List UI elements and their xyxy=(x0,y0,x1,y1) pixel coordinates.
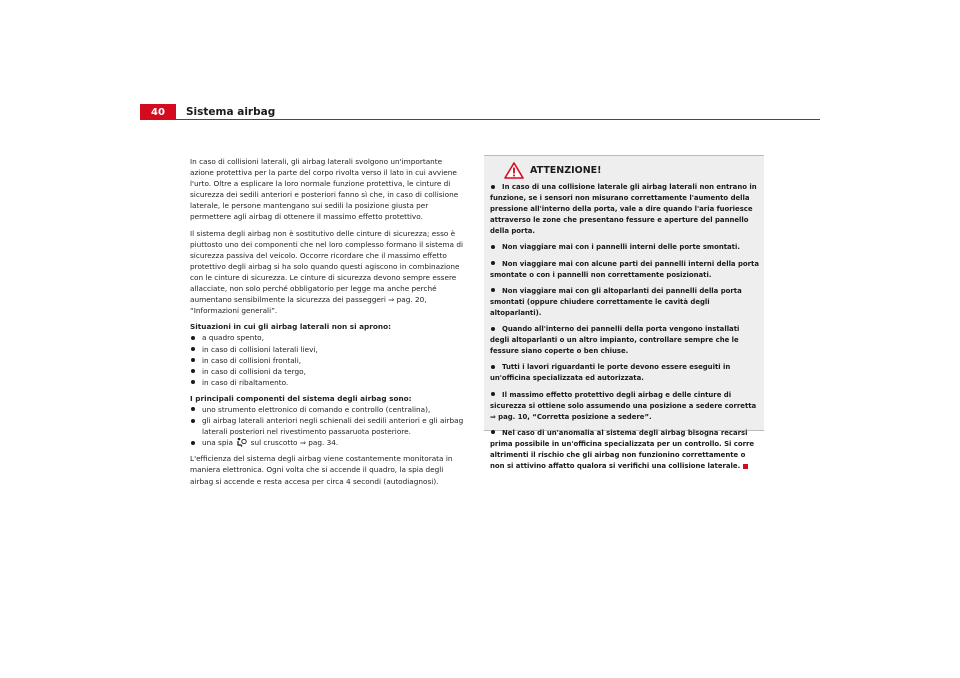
bullet-icon xyxy=(491,261,495,265)
airbag-warning-light-icon xyxy=(236,437,247,447)
bullet-icon xyxy=(491,288,495,292)
warning-item: Quando all'interno dei pannelli della porta vengono installati degli altoparlanti o un altro impianto, controllare sempre che le fessure siano coperte o ben chiuse. xyxy=(490,325,740,356)
list-item: una spia sul cruscotto ⇒ pag. 34. xyxy=(190,437,466,448)
list-not-deploy xyxy=(190,332,466,387)
list-components xyxy=(190,404,466,448)
warning-item: Non viaggiare mai con i pannelli interni delle porte smontati. xyxy=(490,242,760,253)
warning-item: Tutti i lavori riguardanti le porte devono essere eseguiti in un'officina specializzata ed autorizzata. xyxy=(490,363,731,383)
list-item: in caso di collisioni frontali, xyxy=(190,355,466,366)
bullet-icon xyxy=(491,327,495,331)
bullet-icon xyxy=(491,392,495,396)
heading-not-deploy: Situazioni in cui gli airbag laterali non si aprono: xyxy=(190,322,391,332)
warning-item: Il massimo effetto protettivo degli airbag e delle cinture di sicurezza si ottiene solo assumendo una posizione a sedere corretta ⇒ pag. 10, “Corretta posizione a sedere”. xyxy=(490,390,757,421)
bullet-icon xyxy=(191,336,195,340)
bullet-icon xyxy=(191,358,195,362)
warning-title: ATTENZIONE! xyxy=(530,165,602,176)
header-rule xyxy=(140,119,820,120)
bullet-icon xyxy=(491,365,495,369)
bullet-icon xyxy=(191,380,195,384)
list-item: uno strumento elettronico di comando e controllo (centralina), xyxy=(190,404,466,415)
warning-triangle-icon xyxy=(504,162,524,179)
heading-components: I principali componenti del sistema degli airbag sono: xyxy=(190,393,412,403)
list-item: in caso di ribaltamento. xyxy=(190,377,466,388)
list-item: gli airbag laterali anteriori negli schienali dei sedili anteriori e gli airbag laterali posteriori nel rivestimento passaruota posteriore. xyxy=(190,415,466,437)
page-number: 40 xyxy=(140,104,176,120)
warning-item: Non viaggiare mai con gli altoparlanti dei pannelli della porta smontati (oppure chiudere correttamente le cavità degli altoparlanti). xyxy=(490,286,742,317)
bullet-icon xyxy=(191,369,195,373)
bullet-icon xyxy=(191,441,195,445)
list-item: in caso di collisioni laterali lievi, xyxy=(190,344,466,355)
section-title: Sistema airbag xyxy=(186,106,276,118)
end-of-section-icon xyxy=(743,464,748,469)
bullet-icon xyxy=(191,407,195,411)
bullet-icon xyxy=(491,245,495,249)
list-item: in caso di collisioni da tergo, xyxy=(190,366,466,377)
warning-item: In caso di una collisione laterale gli airbag laterali non entrano in funzione, se i sensori non misurano correttamente l'aumento della pressione all'interno della porta, vale a dire quando l'aria fuoriesce attraverso le zone che presentano fessure e aperture del pannello della porta. xyxy=(490,183,757,236)
left-column xyxy=(190,156,466,492)
paragraph-1: In caso di collisioni laterali, gli airbag laterali svolgono un'importante azione protettiva per la parte del corpo rivolta verso il lato in cui avviene l'urto. Oltre a esplicare la loro normale funzione protettiva, le cinture di sicurezza dei sedili anteriori e posteriori fanno sì che, in caso di collisione laterale, le persone mantengano sui sedili la posizione giusta per permettere agli airbag di ottenere il massimo effetto protettivo. xyxy=(190,157,459,222)
warning-box xyxy=(484,155,764,471)
bullet-icon xyxy=(191,347,195,351)
bullet-icon xyxy=(491,430,495,434)
bullet-icon xyxy=(491,185,495,189)
warning-item: Nel caso di un'anomalia al sistema degli airbag bisogna recarsi prima possibile in un'officina specializzata per un controllo. Si corre altrimenti il rischio che gli airbag non funzionino correttamente o non si attivino affatto qualora si verifichi una collisione laterale. xyxy=(490,428,755,471)
paragraph-3: L'efficienza del sistema degli airbag viene costantemente monitorata in maniera elettronica. Ogni volta che si accende il quadro, la spia degli airbag si accende e resta accesa per circa 4 secondi (autodiagnosi). xyxy=(190,454,453,486)
warning-list xyxy=(490,182,760,477)
paragraph-2: Il sistema degli airbag non è sostitutivo delle cinture di sicurezza; esso è piuttosto uno dei componenti che nel loro complesso formano il sistema di sicurezza passiva del veicolo. Occorre ricordare che il massimo effetto protettivo degli airbag si ha solo quando questi agiscono in combinazione con le cinture di sicurezza. Le cinture di sicurezza devono sempre essere allacciate, non solo perché obbligatorio per legge ma anche perché aumentano sensibilmente la sicurezza dei passeggeri ⇒ pag. 20, “Informazioni generali”. xyxy=(190,228,463,316)
warning-item: Non viaggiare mai con alcune parti dei pannelli interni della porta smontate o con i pannelli non correttamente posizionati. xyxy=(490,259,759,279)
bullet-icon xyxy=(191,419,195,423)
warning-header xyxy=(504,162,602,179)
list-item: a quadro spento, xyxy=(190,332,466,343)
